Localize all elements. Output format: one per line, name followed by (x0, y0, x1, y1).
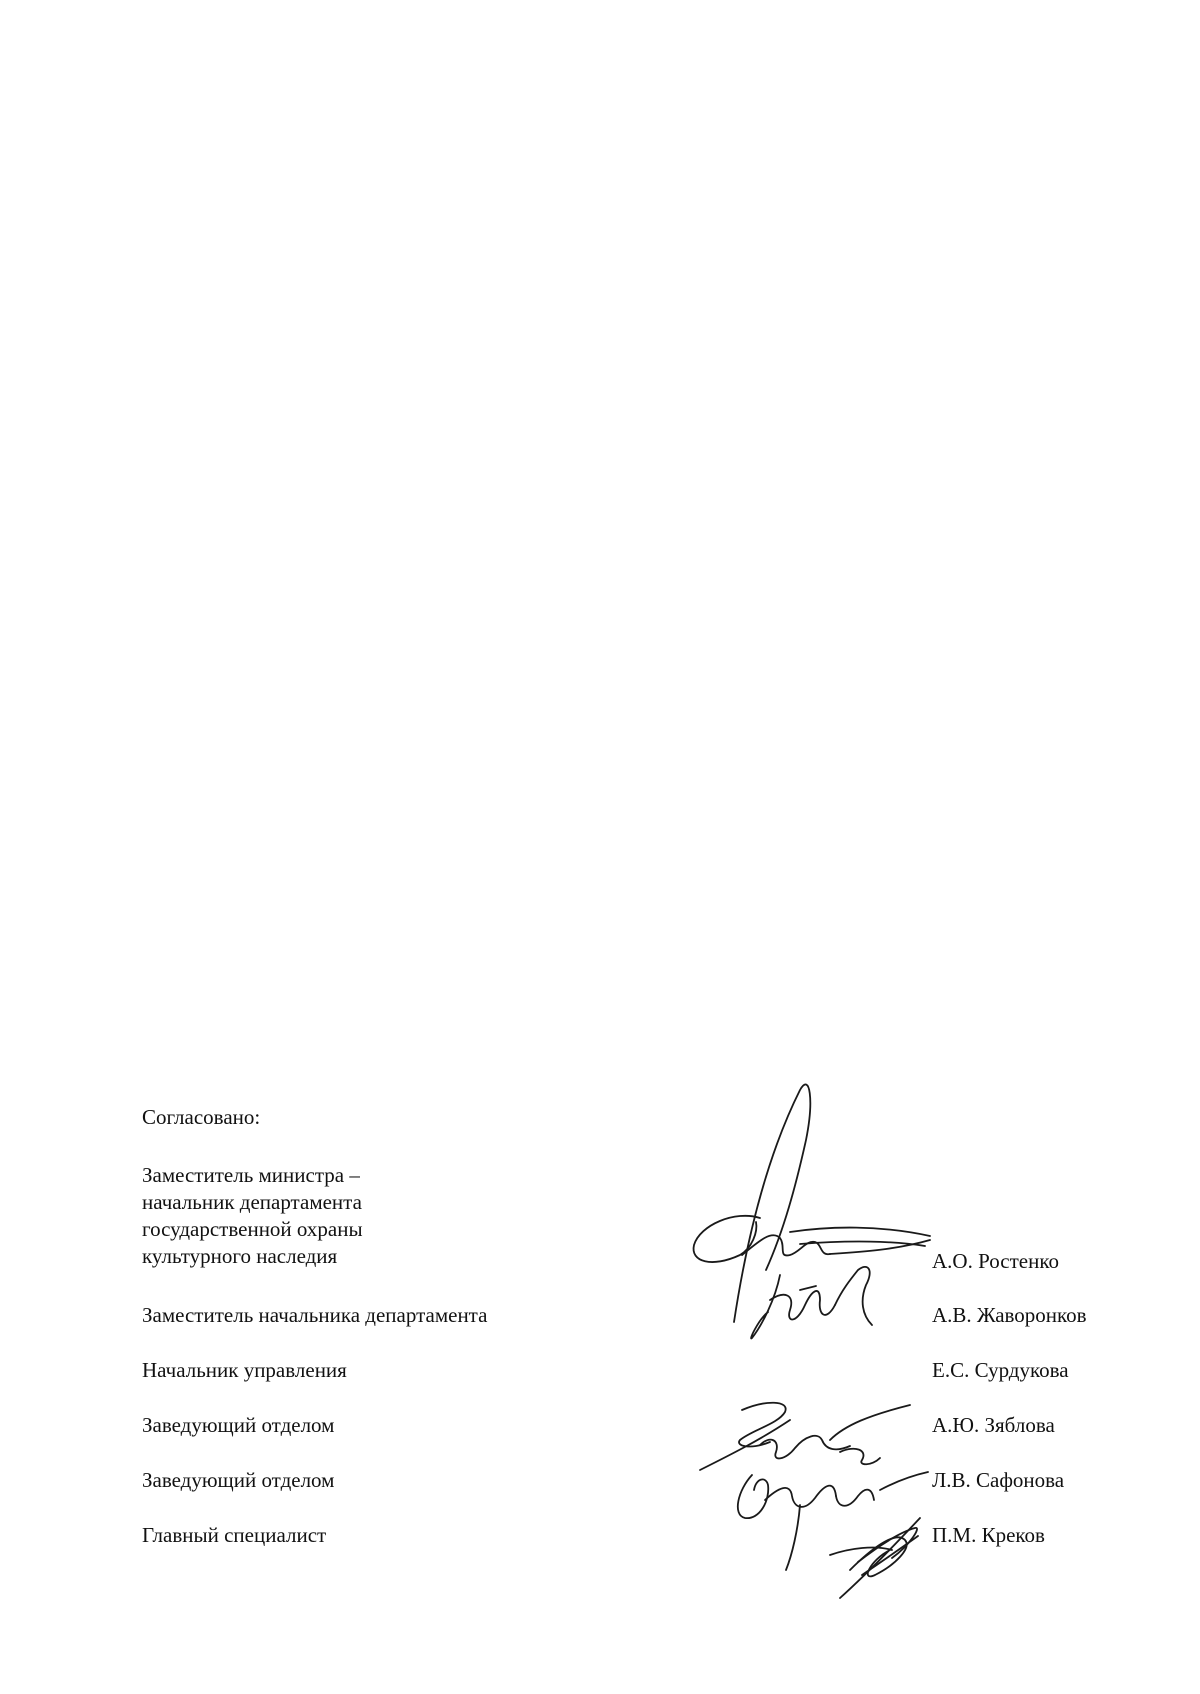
signature-zhavoronkov (751, 1267, 872, 1339)
signatory-name-krekov: П.М. Креков (932, 1523, 1045, 1547)
signatory-name-zhavoronkov: А.В. Жаворонков (932, 1303, 1087, 1327)
position-head-of-section-1: Заведующий отделом (142, 1413, 335, 1437)
signature-krekov (830, 1518, 920, 1598)
signature-zyablova (700, 1403, 910, 1470)
position-deputy-head-department: Заместитель начальника департамента (142, 1303, 488, 1327)
position-chief-specialist: Главный специалист (142, 1523, 327, 1547)
position-deputy-minister-line-1: Заместитель министра – (142, 1163, 360, 1187)
position-deputy-minister-line-4: культурного наследия (142, 1244, 338, 1268)
signature-safonova (738, 1472, 928, 1570)
position-deputy-minister-line-2: начальник департамента (142, 1190, 362, 1214)
signatory-name-safonova: Л.В. Сафонова (932, 1468, 1065, 1492)
position-head-of-directorate: Начальник управления (142, 1358, 347, 1382)
position-head-of-section-2: Заведующий отделом (142, 1468, 335, 1492)
signatory-name-surdukova: Е.С. Сурдукова (932, 1358, 1069, 1382)
signature-rostenko (694, 1084, 930, 1322)
signatory-name-zyablova: А.Ю. Зяблова (932, 1413, 1055, 1437)
signatory-name-rostenko: А.О. Ростенко (932, 1249, 1059, 1273)
position-deputy-minister-line-3: государственной охраны (142, 1217, 363, 1241)
approval-heading: Согласовано: (142, 1105, 261, 1129)
